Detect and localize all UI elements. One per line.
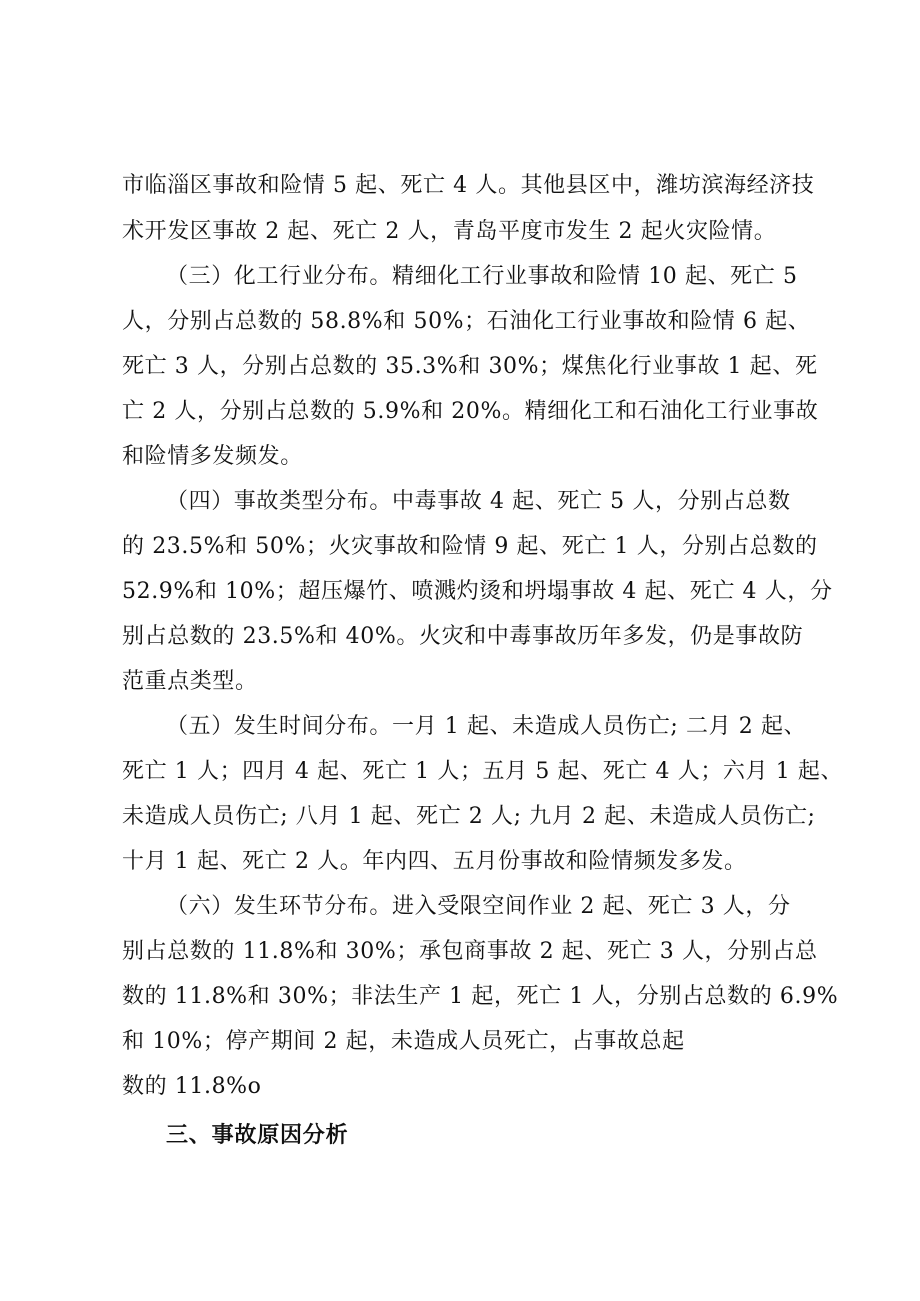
text-line: 亡 2 人，分别占总数的 5.9%和 20%。精细化工和石油化工行业事故	[122, 399, 819, 424]
text-line: 范重点类型。	[122, 669, 258, 694]
text-line: 市临淄区事故和险情 5 起、死亡 4 人。其他县区中，潍坊滨海经济技	[122, 173, 815, 198]
text-line: 十月 1 起、死亡 2 人。年内四、五月份事故和险情频发多发。	[122, 849, 747, 874]
text-line: 数的 11.8%o	[122, 1074, 262, 1099]
text-line: 死亡 1 人；四月 4 起、死亡 1 人；五月 5 起、死亡 4 人；六月 1 起、	[122, 759, 844, 784]
text-line: 和 10%；停产期间 2 起，未造成人员死亡，占事故总起	[122, 1029, 685, 1054]
text-line: 死亡 3 人，分别占总数的 35.3%和 30%；煤焦化行业事故 1 起、死	[122, 354, 818, 379]
text-line: 52.9%和 10%；超压爆竹、喷溅灼烫和坍塌事故 4 起、死亡 4 人，分	[122, 579, 833, 604]
text-line: （三）化工行业分布。精细化工行业事故和险情 10 起、死亡 5	[166, 264, 798, 289]
text-line: 术开发区事故 2 起、死亡 2 人，青岛平度市发生 2 起火灾险情。	[122, 219, 777, 244]
text-line: 别占总数的 23.5%和 40%。火灾和中毒事故历年多发，仍是事故防	[122, 624, 804, 649]
text-line: （五）发生时间分布。一月 1 起、未造成人员伤亡; 二月 2 起、	[166, 714, 807, 739]
text-line: 人，分别占总数的 58.8%和 50%；石油化工行业事故和险情 6 起、	[122, 309, 811, 334]
text-line: （六）发生环节分布。进入受限空间作业 2 起、死亡 3 人，分	[166, 894, 791, 919]
text-line: 未造成人员伤亡; 八月 1 起、死亡 2 人; 九月 2 起、未造成人员伤亡;	[122, 804, 816, 829]
text-line: 和险情多发频发。	[122, 444, 303, 469]
text-line: 的 23.5%和 50%；火灾事故和险情 9 起、死亡 1 人，分别占总数的	[122, 534, 818, 559]
section-heading: 三、事故原因分析	[166, 1122, 349, 1148]
text-line: 别占总数的 11.8%和 30%；承包商事故 2 起、死亡 3 人，分别占总	[122, 939, 818, 964]
text-line: （四）事故类型分布。中毒事故 4 起、死亡 5 人，分别占总数	[166, 489, 791, 514]
text-line: 数的 11.8%和 30%；非法生产 1 起，死亡 1 人，分别占总数的 6.9%	[122, 984, 839, 1009]
